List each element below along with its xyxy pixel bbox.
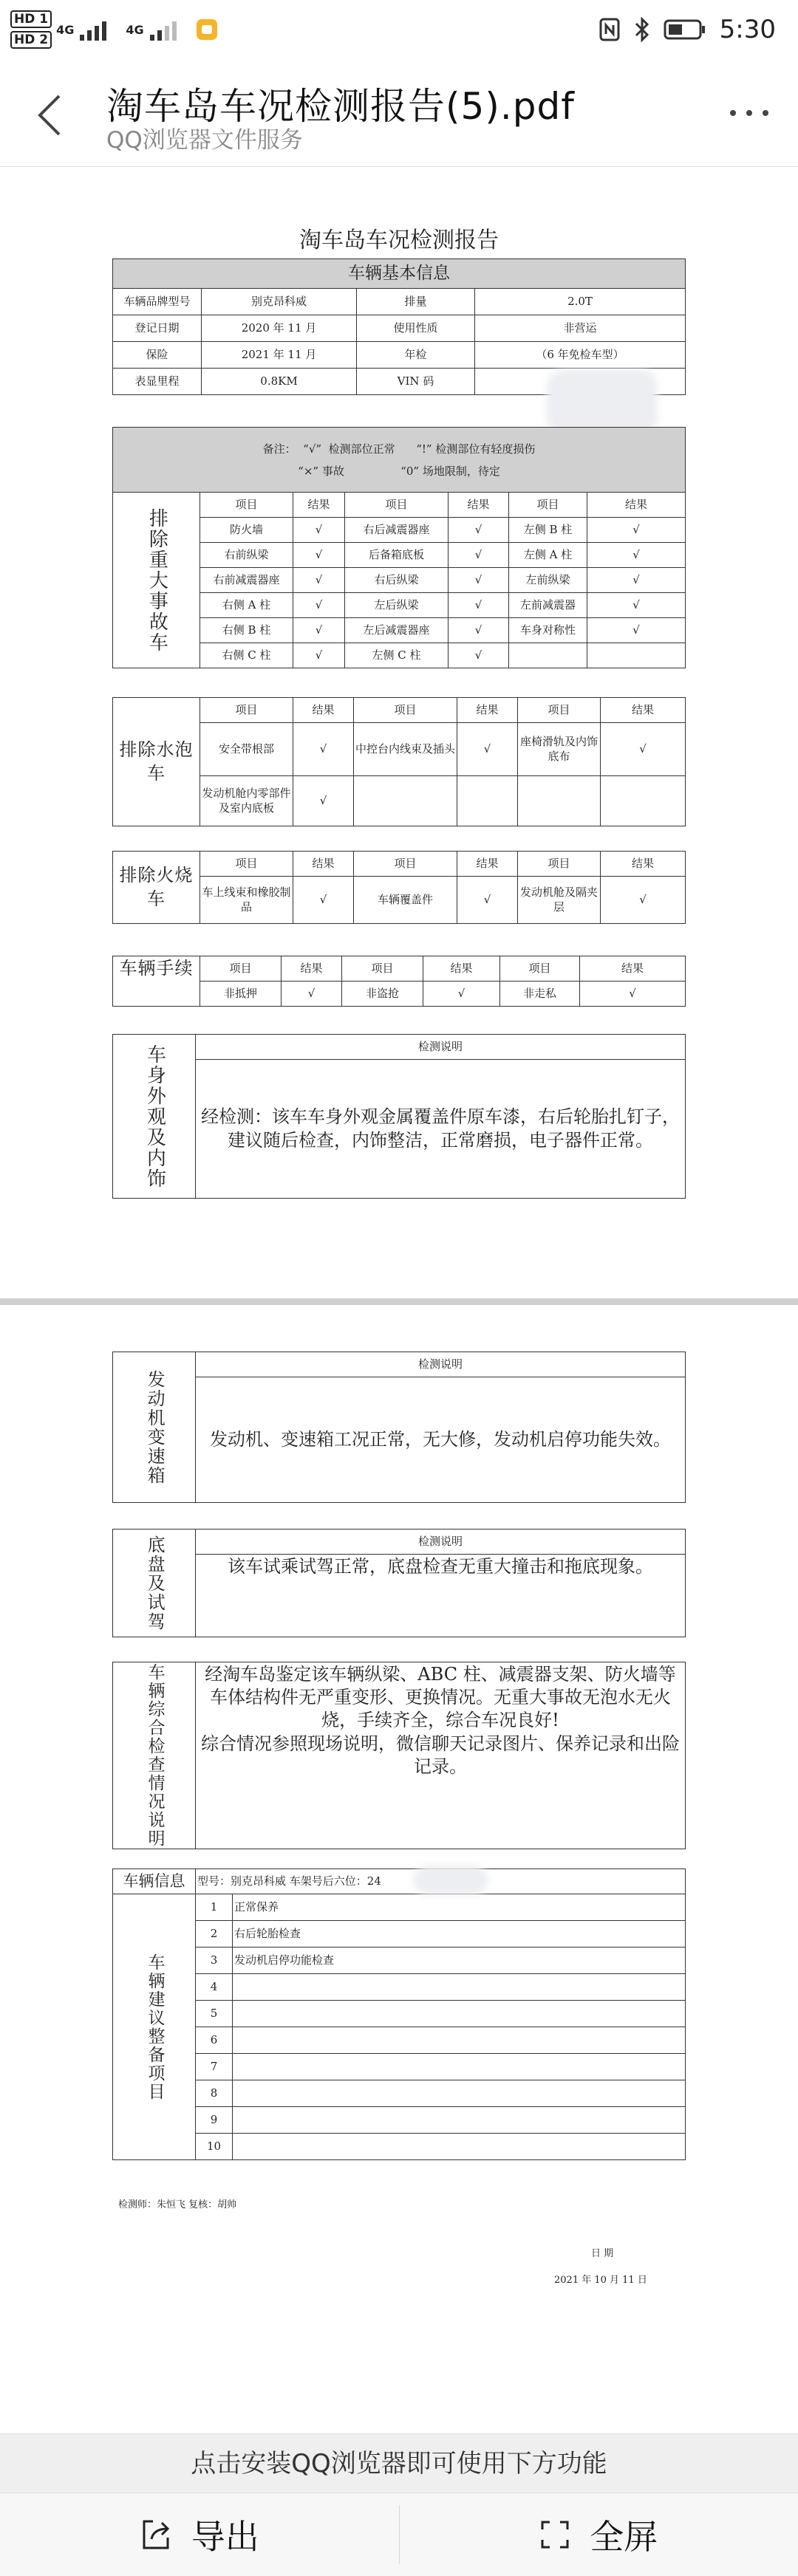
cell: 左后纵梁: [345, 593, 449, 618]
row-number: 6: [196, 2027, 233, 2054]
network-type-2: 4G: [126, 22, 144, 37]
signal-icon-2: [149, 18, 191, 41]
chassis-header: 检测说明: [196, 1530, 686, 1555]
battery-icon: [664, 18, 706, 41]
cell: 后备箱底板: [345, 543, 449, 568]
suggest-item: 右后轮胎检查: [233, 1921, 686, 1948]
col-header: 项目: [518, 698, 601, 723]
col-header: 项目: [518, 852, 601, 877]
col-header: 项目: [354, 698, 457, 723]
cell: 左侧 A 柱: [509, 543, 587, 568]
engine-table: [112, 1352, 686, 1503]
col-header: 结果: [457, 698, 518, 723]
vehicle-info-text: 型号：别克昂科威 车架号后六位：24: [196, 1869, 686, 1894]
cell: 右后纵梁: [345, 568, 449, 593]
cell: 防火墙: [200, 518, 293, 543]
summary-paragraph-2: 综合情况参照现场说明，微信聊天记录图片、保养记录和出险记录。: [201, 1733, 680, 1777]
more-options-icon[interactable]: [727, 102, 771, 124]
fullscreen-icon: [539, 2519, 570, 2550]
chassis-label: 底盘及试驾: [113, 1530, 196, 1637]
fullscreen-button[interactable]: [400, 2493, 798, 2576]
export-button[interactable]: [0, 2493, 399, 2576]
report-date: 2021 年 10 月 11 日: [554, 2275, 647, 2286]
cell: 排量: [357, 289, 475, 315]
row-number: 9: [196, 2107, 233, 2134]
cell: √: [601, 877, 686, 924]
suggest-item: [233, 2027, 686, 2054]
procedure-table: [112, 956, 686, 1007]
row-number: 2: [196, 1921, 233, 1948]
status-bar: [0, 0, 798, 62]
row-number: 3: [196, 1948, 233, 1974]
col-header: 结果: [423, 956, 500, 982]
engine-header: 检测说明: [196, 1352, 686, 1377]
row-number: 10: [196, 2134, 233, 2160]
export-label: 导出: [191, 2517, 259, 2557]
document-title: 淘车岛车况检测报告(5).pdf: [106, 85, 575, 128]
col-header: 项目: [200, 493, 293, 518]
exterior-table: [112, 1034, 686, 1199]
network-type-1: 4G: [56, 22, 75, 37]
report-title: 淘车岛车况检测报告: [299, 227, 499, 253]
suggest-item: [233, 2107, 686, 2134]
col-header: 项目: [509, 493, 587, 518]
cell: 保险: [113, 342, 202, 369]
accident-table: [112, 492, 686, 668]
summary-paragraph-1: 经淘车岛鉴定该车辆纵梁、ABC 柱、减震器支架、防火墙等车体结构件无严重变形、更换情况。无重大事故无泡水无火烧，手续齐全，综合车况良好!: [205, 1664, 676, 1731]
row-number: 4: [196, 1974, 233, 2001]
cell: √: [293, 593, 345, 618]
cell: [587, 643, 686, 668]
cell: √: [293, 776, 354, 826]
redaction-blur: [547, 369, 658, 436]
cell: √: [293, 568, 345, 593]
col-header: 项目: [345, 493, 449, 518]
cell: √: [580, 982, 686, 1007]
redaction-blur: [414, 1866, 488, 1895]
cell: 右侧 C 柱: [200, 643, 293, 668]
suggest-item: [233, 2134, 686, 2160]
col-header: 结果: [601, 698, 686, 723]
cell: 登记日期: [113, 315, 202, 342]
cell: 右后减震器座: [345, 518, 449, 543]
cell: [509, 643, 587, 668]
water-label: 排除水泡车: [113, 698, 200, 826]
legend-box: [112, 427, 686, 493]
page-separator: [0, 1298, 798, 1305]
cell: √: [293, 543, 345, 568]
legend-text: 检测部位正常: [328, 442, 395, 456]
bottom-toolbar: [0, 2493, 798, 2576]
cell: √: [293, 518, 345, 543]
col-header: 项目: [500, 956, 580, 982]
fullscreen-label: 全屏: [590, 2517, 658, 2557]
col-header: 项目: [342, 956, 423, 982]
suggest-label: 车辆建议整备项目: [113, 1894, 196, 2160]
maintenance-table: [112, 1868, 686, 2160]
col-header: 项目: [200, 956, 282, 982]
cell: √: [587, 593, 686, 618]
suggest-item: [233, 2001, 686, 2027]
cell: 车身对称性: [509, 618, 587, 643]
cell: √: [423, 982, 500, 1007]
cell: 左前纵梁: [509, 568, 587, 593]
exterior-label: 车身外观及内饰: [113, 1035, 196, 1199]
hd2-badge: HD 2: [10, 31, 52, 49]
cell: （6 年免检车型）: [475, 342, 686, 369]
row-number: 8: [196, 2080, 233, 2107]
col-header: 结果: [580, 956, 686, 982]
cell: 车辆品牌型号: [113, 289, 202, 315]
fire-damage-table: [112, 851, 686, 924]
cell: 2020 年 11 月: [202, 315, 357, 342]
cell: √: [282, 982, 342, 1007]
signal-icon: [78, 18, 121, 41]
cell: VIN 码: [357, 369, 475, 395]
cell: 非营运: [475, 315, 686, 342]
cell: √: [449, 593, 509, 618]
legend-text: “×”: [298, 464, 319, 478]
summary-table: [112, 1662, 686, 1849]
procedure-label: 车辆手续: [113, 956, 200, 1007]
inspector-line: 检测师：朱恒飞 复核：胡帅: [118, 2199, 237, 2210]
cell: √: [587, 518, 686, 543]
col-header: 结果: [293, 698, 354, 723]
col-header: 项目: [200, 852, 293, 877]
cell: 右前减震器座: [200, 568, 293, 593]
col-header: 结果: [293, 852, 354, 877]
cell: 右侧 A 柱: [200, 593, 293, 618]
legend-text: “!”: [416, 442, 432, 456]
legend-text: 场地限制，待定: [422, 464, 500, 478]
col-header: 项目: [354, 852, 457, 877]
cell: 左前减震器: [509, 593, 587, 618]
cell: √: [587, 618, 686, 643]
cell: √: [293, 618, 345, 643]
suggest-item: 正常保养: [233, 1894, 686, 1921]
cell: √: [587, 543, 686, 568]
install-banner[interactable]: 点击安装QQ浏览器即可使用下方功能: [0, 2433, 798, 2493]
cell: 车辆覆盖件: [354, 877, 457, 924]
row-number: 5: [196, 2001, 233, 2027]
basic-info-header: 车辆基本信息: [113, 259, 686, 289]
engine-note: 发动机、变速箱工况正常，无大修，发动机启停功能失效。: [196, 1377, 686, 1503]
cell: 非盗抢: [342, 982, 423, 1007]
col-header: 结果: [601, 852, 686, 877]
cell: √: [601, 723, 686, 776]
cell: √: [587, 568, 686, 593]
legend-text: 备注：: [262, 442, 296, 456]
col-header: 结果: [587, 493, 686, 518]
cell: 非抵押: [200, 982, 282, 1007]
clock: 5:30: [719, 15, 776, 44]
fire-label: 排除火烧车: [113, 852, 200, 924]
cell: 座椅滑轨及内饰底布: [518, 723, 601, 776]
cell: 安全带根部: [200, 723, 293, 776]
app-notification-icon: [196, 18, 218, 41]
cell: 发动机舱内零部件及室内底板: [200, 776, 293, 826]
legend-text: “0”: [400, 464, 420, 478]
cell: √: [293, 877, 354, 924]
suggest-item: 发动机启停功能检查: [233, 1948, 686, 1974]
suggest-item: [233, 2054, 686, 2080]
col-header: 结果: [449, 493, 509, 518]
cell: [354, 776, 457, 826]
legend-text: “√”: [303, 442, 322, 456]
row-number: 1: [196, 1894, 233, 1921]
bluetooth-icon: [634, 17, 650, 42]
cell: 发动机舱及隔夹层: [518, 877, 601, 924]
cell: √: [457, 877, 518, 924]
suggest-item: [233, 2080, 686, 2107]
cell: √: [293, 723, 354, 776]
exterior-note: 经检测：该车车身外观金属覆盖件原车漆，右后轮胎扎钉子，建议随后检查，内饰整洁，正常磨损，电子器件正常。: [196, 1060, 686, 1199]
water-damage-table: [112, 697, 686, 826]
cell: 非走私: [500, 982, 580, 1007]
cell: √: [293, 643, 345, 668]
date-label: 日 期: [591, 2248, 614, 2259]
app-bar: [0, 62, 798, 167]
col-header: 项目: [200, 698, 293, 723]
legend-text: 检测部位有轻度损伤: [435, 442, 536, 456]
cell: 别克昂科威: [202, 289, 357, 315]
cell: √: [449, 643, 509, 668]
cell: 年检: [357, 342, 475, 369]
cell: √: [449, 518, 509, 543]
col-header: 结果: [282, 956, 342, 982]
col-header: 结果: [293, 493, 345, 518]
engine-label: 发动机变速箱: [113, 1352, 196, 1503]
accident-label: 排除重大事故车: [113, 493, 200, 668]
vehicle-info-label: 车辆信息: [113, 1869, 196, 1894]
cell: 左侧 C 柱: [345, 643, 449, 668]
cell: 0.8KM: [202, 369, 357, 395]
cell: 左侧 B 柱: [509, 518, 587, 543]
cell: [601, 776, 686, 826]
legend-text: 事故: [321, 464, 344, 478]
cell: 2021 年 11 月: [202, 342, 357, 369]
cell: 2.0T: [475, 289, 686, 315]
hd1-badge: HD 1: [10, 10, 52, 28]
row-number: 7: [196, 2054, 233, 2080]
cell: √: [449, 543, 509, 568]
cell: 表显里程: [113, 369, 202, 395]
cell: √: [449, 568, 509, 593]
nfc-icon: [598, 18, 621, 41]
cell: √: [457, 723, 518, 776]
cell: 右侧 B 柱: [200, 618, 293, 643]
chassis-note: 该车试乘试驾正常，底盘检查无重大撞击和拖底现象。: [196, 1555, 686, 1637]
cell: [518, 776, 601, 826]
exterior-header: 检测说明: [196, 1035, 686, 1060]
chassis-table: [112, 1529, 686, 1637]
document-subtitle: QQ浏览器文件服务: [106, 127, 303, 154]
back-arrow-icon[interactable]: [35, 93, 65, 137]
export-icon: [140, 2518, 172, 2551]
cell: 使用性质: [357, 315, 475, 342]
cell: [457, 776, 518, 826]
summary-label: 车辆综合检查情况说明: [113, 1662, 196, 1849]
cell: 右前纵梁: [200, 543, 293, 568]
col-header: 结果: [457, 852, 518, 877]
cell: √: [449, 618, 509, 643]
cell: 车上线束和橡胶制品: [200, 877, 293, 924]
suggest-item: [233, 1974, 686, 2001]
cell: 左后减震器座: [345, 618, 449, 643]
cell: 中控台内线束及插头: [354, 723, 457, 776]
